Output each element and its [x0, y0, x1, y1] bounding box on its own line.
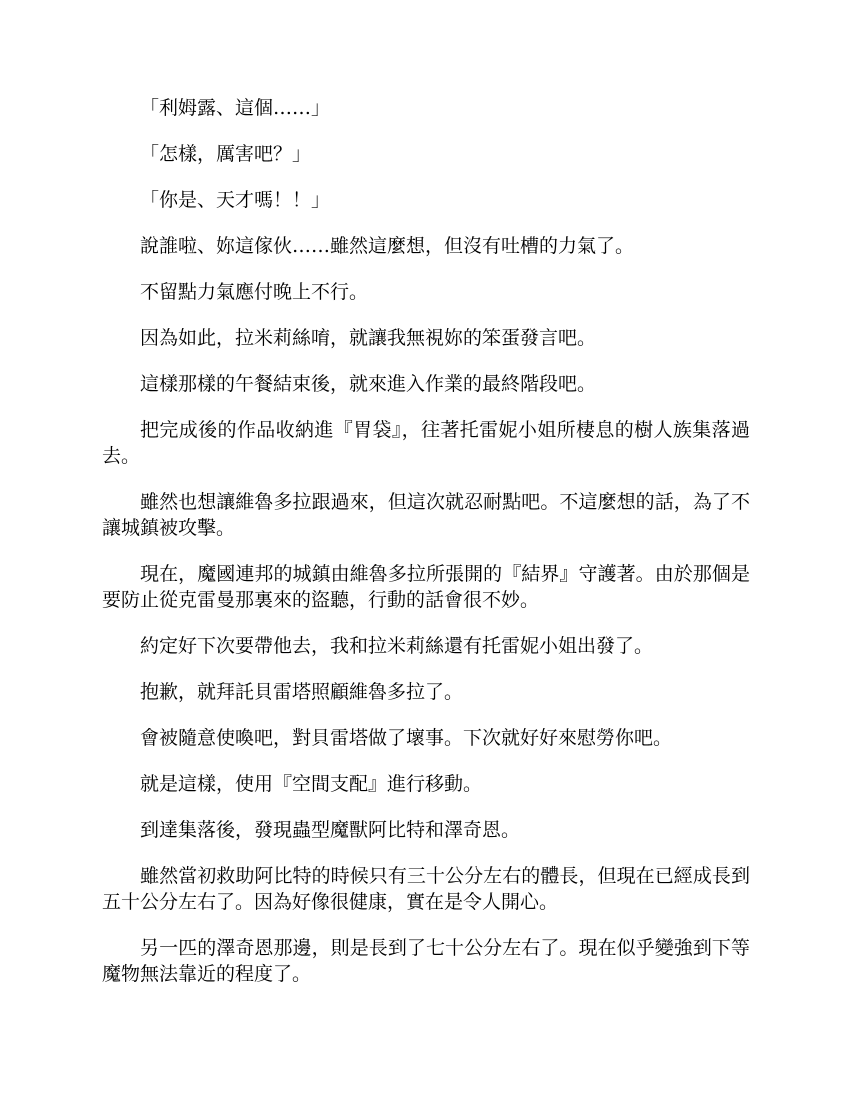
paragraph: 這樣那樣的午餐結束後，就來進入作業的最終階段吧。: [140, 373, 597, 395]
paragraph: 雖然也想讓維魯多拉跟過來，但這次就忍耐點吧。不這麼想的話，為了不讓城鎮被攻擊。: [102, 491, 750, 539]
paragraph: 說誰啦、妳這傢伙……雖然這麼想，但沒有吐槽的力氣了。: [140, 235, 635, 257]
paragraph: 「利姆露、這個……」: [140, 97, 331, 119]
paragraph: 抱歉，就拜託貝雷塔照顧維魯多拉了。: [140, 681, 464, 703]
paragraph: 因為如此，拉米莉絲唷，就讓我無視妳的笨蛋發言吧。: [140, 327, 597, 349]
paragraph: 「怎樣，厲害吧？」: [140, 143, 312, 165]
paragraph: 「你是、天才嗎！！」: [140, 189, 331, 211]
paragraph: 另一匹的澤奇恩那邊，則是長到了七十公分左右了。現在似乎變強到下等魔物無法靠近的程度了。: [102, 937, 750, 985]
document-page: [102, 95, 750, 1007]
paragraph: 就是這樣，使用『空間支配』進行移動。: [140, 773, 483, 795]
paragraph: 雖然當初救助阿比特的時候只有三十公分左右的體長，但現在已經成長到五十公分左右了。因為好像很健康，實在是令人開心。: [102, 865, 750, 913]
paragraph: 約定好下次要帶他去，我和拉米莉絲還有托雷妮小姐出發了。: [140, 635, 654, 657]
paragraph: 到達集落後，發現蟲型魔獸阿比特和澤奇恩。: [140, 819, 521, 841]
paragraph: 不留點力氣應付晚上不行。: [140, 281, 369, 303]
paragraph: 把完成後的作品收納進『胃袋』，往著托雷妮小姐所棲息的樹人族集落過去。: [102, 419, 750, 467]
paragraph: 會被隨意使喚吧，對貝雷塔做了壞事。下次就好好來慰勞你吧。: [140, 727, 673, 749]
paragraph: 現在，魔國連邦的城鎮由維魯多拉所張開的『結界』守護著。由於那個是要防止從克雷曼那裏來的盜聽，行動的話會很不妙。: [102, 563, 750, 611]
